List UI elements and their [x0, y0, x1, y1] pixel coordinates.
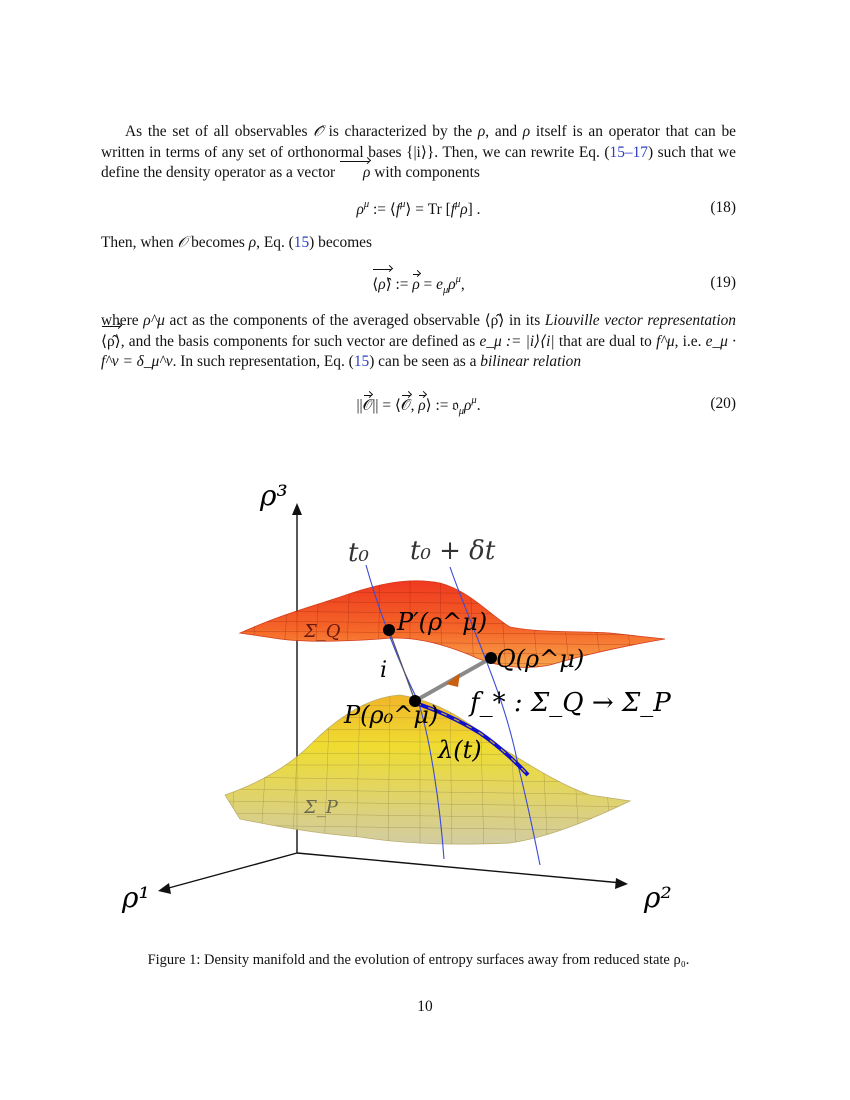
paragraph-3: where ρ^μ act as the components of the averaged observable ⟨ρ̂⟩ in its Liouville vector representation ⟨ρ̂⟩, and the basis components for such vector are defined as e_μ := |i⟩⟨i| that are dual to f^μ, i.e. e_μ · f^ν = δ_μ^ν. In such representation, Eq. (15) can be seen as a bilinear relation	[101, 312, 736, 370]
label-p: P(ρ₀^μ)	[344, 701, 439, 729]
equation-20	[101, 395, 736, 419]
axis-rho3-label: ρ³	[260, 479, 288, 512]
axis-rho2-label: ρ²	[644, 881, 672, 914]
bilinear-term: bilinear relation	[480, 353, 582, 370]
equation-reference-link[interactable]: 15	[353, 353, 370, 370]
equation-19	[101, 274, 736, 298]
equation-18-number: (18)	[710, 199, 736, 216]
label-lambda: λ(t)	[438, 736, 482, 764]
paragraph-2: Then, when 𝒪 becomes ρ, Eq. (15) becomes	[101, 234, 372, 251]
observable-symbol: 𝒪̂	[313, 123, 323, 140]
label-sigma-p: Σ_P	[304, 797, 338, 818]
equation-19-body: ⟨ρ̂⟩ := $\rho = e_\mu\rho^\mu$,	[372, 274, 465, 296]
equation-reference-link[interactable]: 15	[293, 234, 310, 251]
page-number: 10	[417, 998, 433, 1015]
figure-caption: Figure 1: Density manifold and the evolution of entropy surfaces away from reduced state ρ₀.	[147, 952, 690, 968]
basis-set: {|i⟩}	[406, 143, 435, 161]
label-i: i	[380, 658, 388, 683]
liouville-term: Liouville vector representation	[544, 312, 736, 329]
p-prime-to-p-segment	[389, 630, 415, 701]
equation-20-number: (20)	[710, 395, 736, 412]
equation-19-number: (19)	[710, 274, 736, 291]
axis-rho1-label: ρ¹	[122, 881, 150, 914]
label-t0: t₀	[348, 538, 369, 568]
density-manifold-figure	[110, 465, 740, 925]
axis-rho2-line	[297, 853, 622, 883]
equation-18-body: $\rho^\mu$ := $⟨f^\mu⟩ = Tr$ $[f^\mu\rho]$ .	[356, 199, 481, 218]
point-p-prime	[383, 624, 395, 636]
paragraph-1: As the set of all observables 𝒪̂ is characterized by the ρ, and ρ itself is an operator that can be written in terms of any set of orthonormal bases {|i⟩}. Then, we can rewrite Eq. (15–17) such that we define the density operator as a vector ρ with components	[101, 122, 736, 184]
label-p-prime: P′(ρ^μ)	[397, 608, 488, 636]
equation-20-body: ||𝒪|| = ⟨𝒪, ρ⟩ := $𝔬_\mu\rho^\mu$.	[356, 395, 481, 417]
equation-18	[101, 199, 736, 223]
label-t0-dt: t₀ + δt	[410, 536, 496, 566]
label-sigma-q: Σ_Q	[304, 621, 341, 642]
axis-rho1-line	[165, 853, 297, 889]
figure-canvas	[110, 465, 740, 925]
label-q: Q(ρ^μ)	[496, 645, 585, 673]
equation-reference-link[interactable]: 15–17	[609, 143, 648, 161]
vector-rho: ρ	[339, 163, 370, 184]
label-map: f_* : Σ_Q → Σ_P	[470, 688, 671, 718]
